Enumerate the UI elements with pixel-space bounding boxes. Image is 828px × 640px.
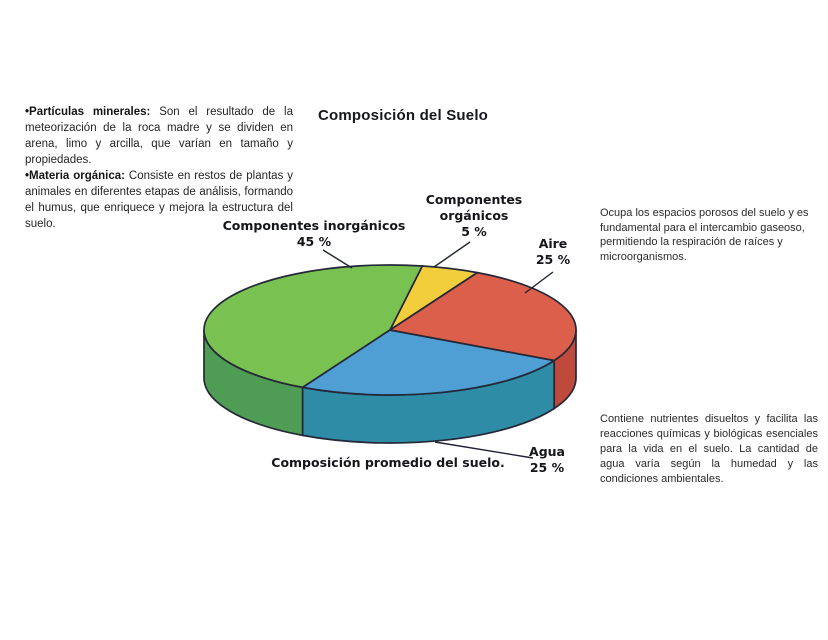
label-agua-percent: 25 % <box>529 460 565 475</box>
label-organicos-name-1: Componentes <box>425 192 523 207</box>
label-inorganicos-percent: 45 % <box>296 234 332 249</box>
label-aire-name: Aire <box>538 236 568 251</box>
leader-organicos <box>434 242 470 267</box>
label-inorganicos-name: Componentes inorgánicos <box>222 218 406 233</box>
leader-aire <box>525 272 553 293</box>
label-aire <box>513 236 593 268</box>
pie-top-slices <box>204 265 576 395</box>
minerals-term: •Partículas minerales: <box>25 106 151 118</box>
label-organicos-percent: 5 % <box>461 224 487 239</box>
label-agua-name: Agua <box>529 444 565 459</box>
label-componentes-organicos <box>404 192 544 240</box>
water-description: Contiene nutrientes disueltos y facilita las reacciones químicas y biológicas esenciales para la vida en el suelo. La cantidad de agua varía según la humedad y las condiciones ambientales. <box>600 413 818 485</box>
label-aire-percent: 25 % <box>535 252 571 267</box>
organic-matter-definition: Consiste en restos de plantas y animales en diferentes etapas de análisis, formando el humus, que enriquece y mejora la estructura del suelo. <box>25 170 293 230</box>
label-organicos-name-2: orgánicos <box>439 208 509 223</box>
minerals-definition: Son el resultado de la meteorización de la roca madre y se dividen en arena, limo y arcilla, que varían en tamaño y propiedades. <box>25 106 293 166</box>
leader-inorganicos <box>323 250 352 268</box>
air-description: Ocupa los espacios porosos del suelo y es fundamental para el intercambio gaseoso, permitiendo la respiración de raíces y microorganismos. <box>600 207 809 263</box>
organic-matter-term: •Materia orgánica: <box>25 170 125 182</box>
label-componentes-inorganicos <box>194 218 434 250</box>
chart-caption: Composición promedio del suelo. <box>271 455 505 470</box>
page-title: Composición del Suelo <box>318 107 489 124</box>
